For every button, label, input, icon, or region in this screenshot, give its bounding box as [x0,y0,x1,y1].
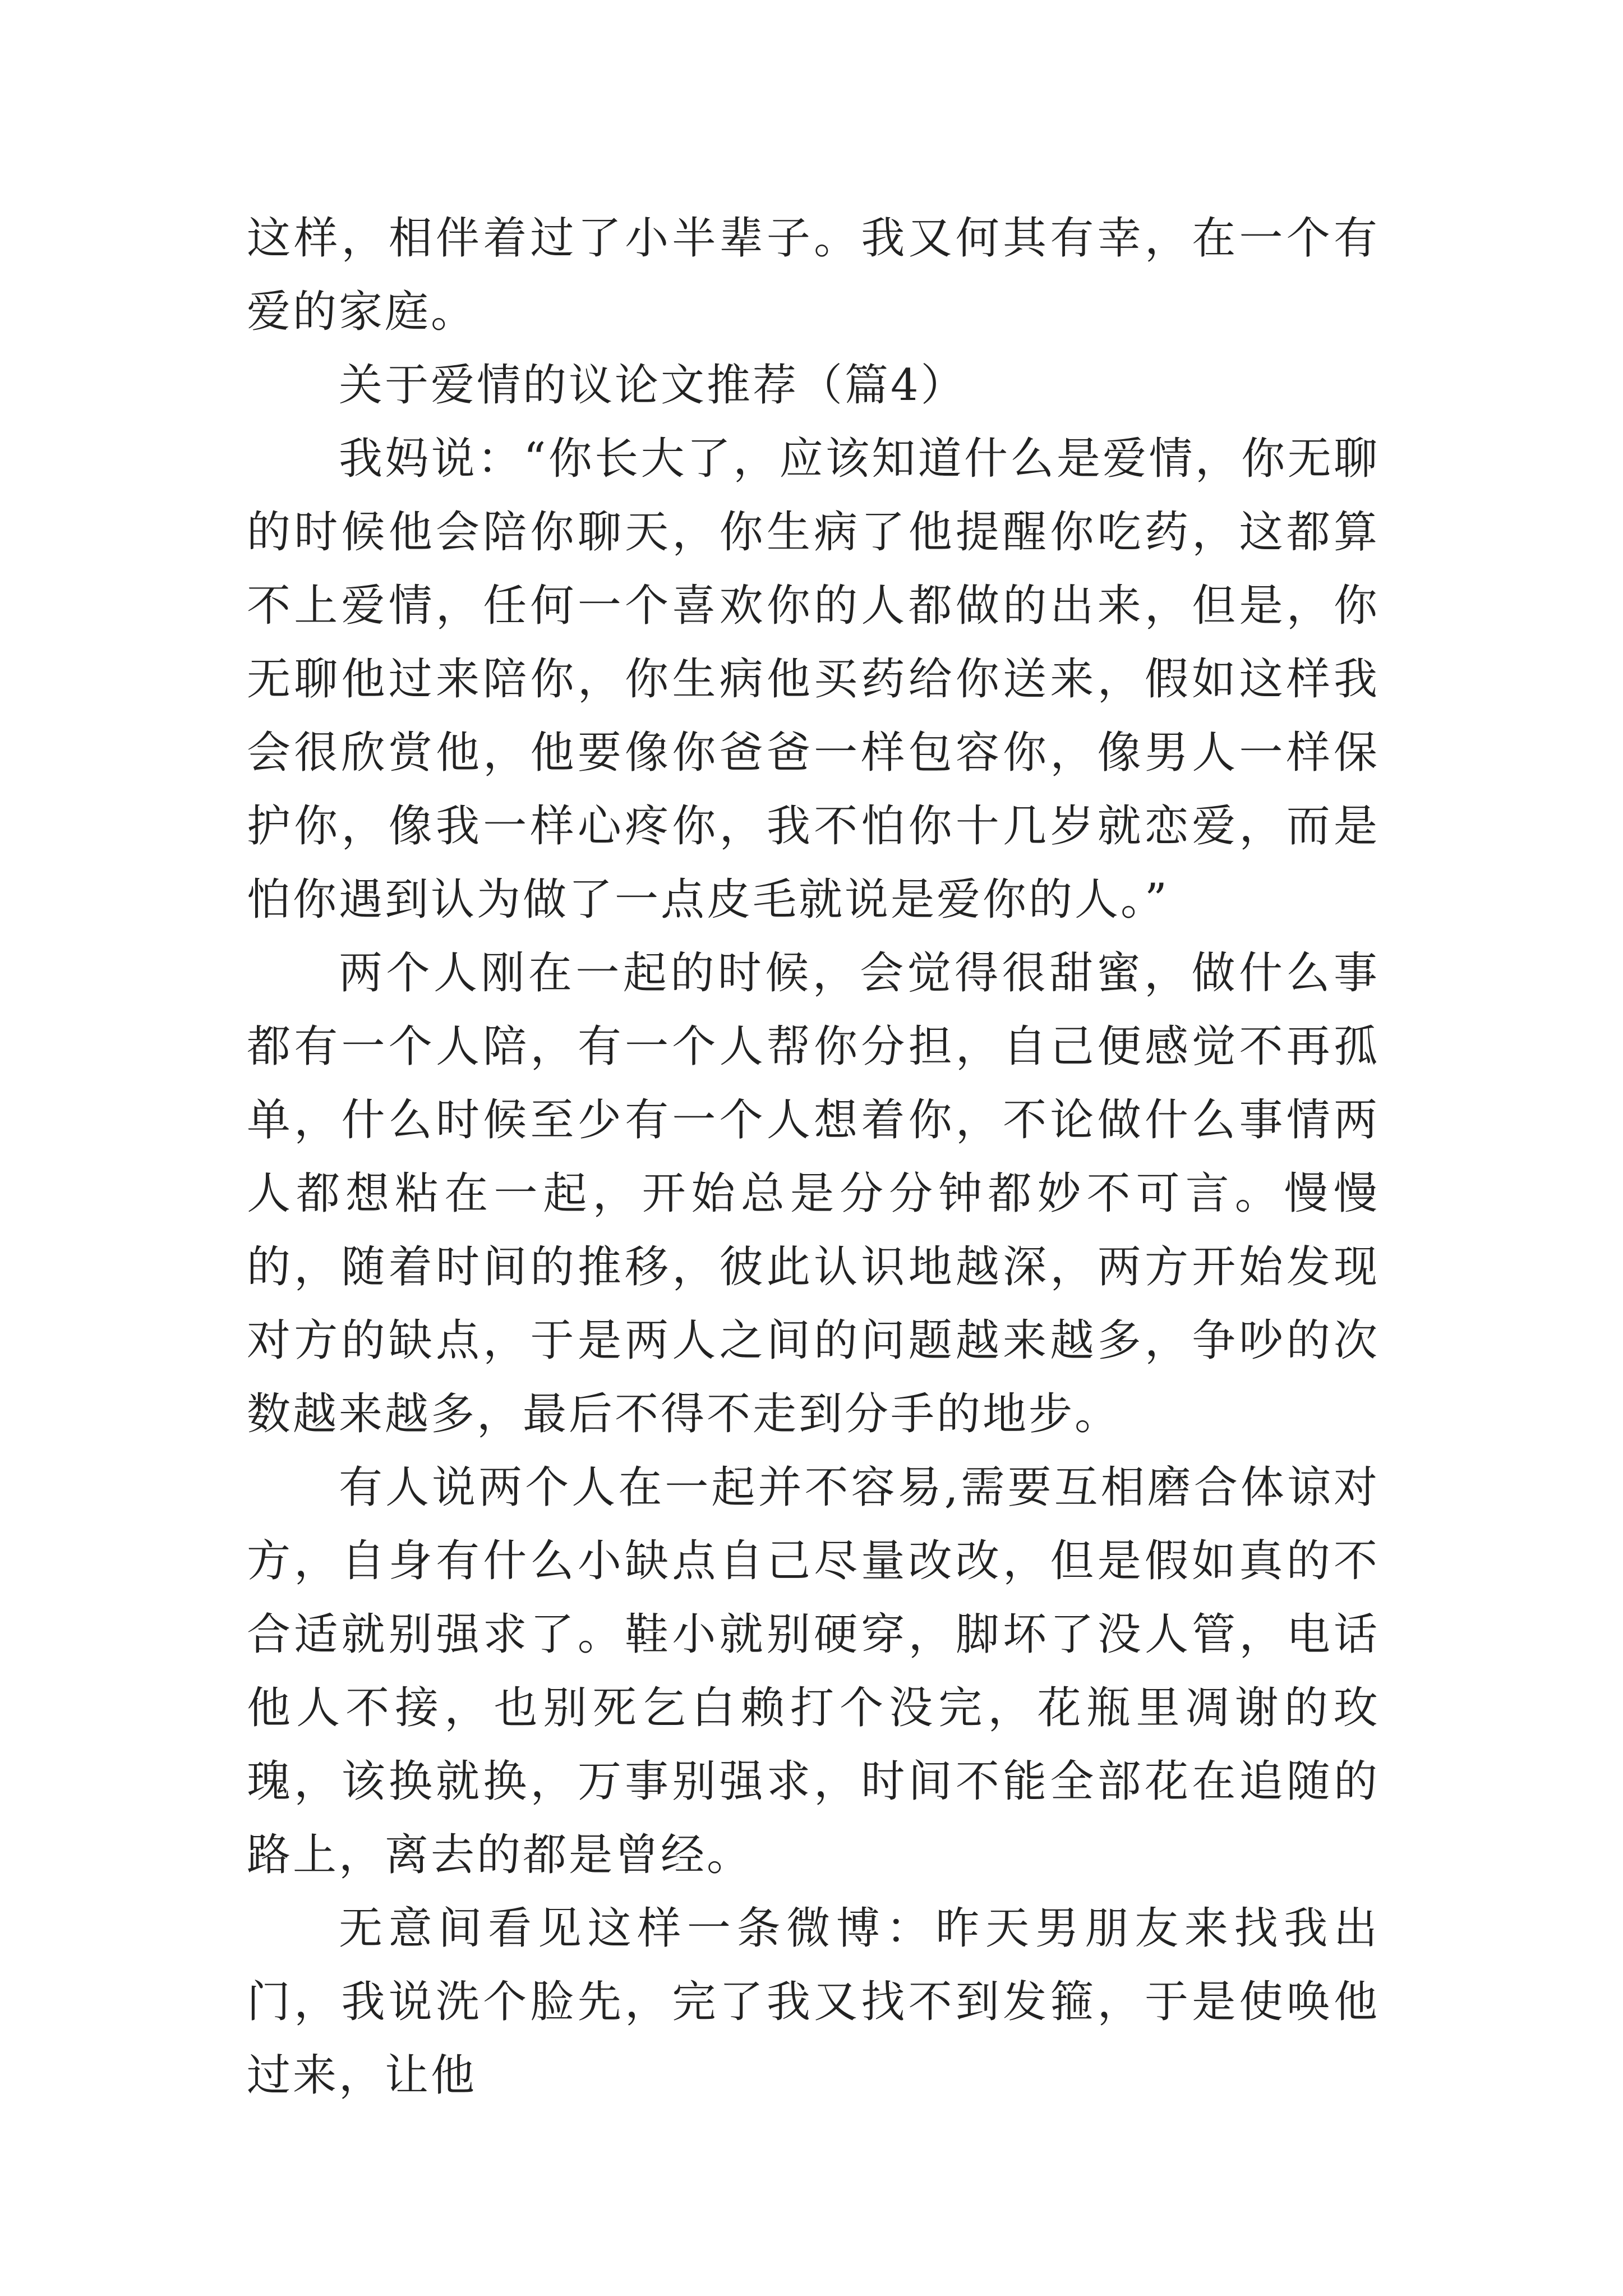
paragraph: 两个人刚在一起的时候，会觉得很甜蜜，做什么事都有一个人陪，有一个人帮你分担，自己便感觉不再孤单，什么时候至少有一个人想着你，不论做什么事情两人都想粘在一起，开始总是分分钟都妙不可言。慢慢的，随着时间的推移，彼此认识地越深，两方开始发现对方的缺点，于是两人之间的问题越来越多，争吵的次数越来越多，最后不得不走到分手的地步。 [247,948,1380,1439]
document-body [247,202,1380,2113]
paragraph: 我妈说：“你长大了，应该知道什么是爱情，你无聊的时候他会陪你聊天，你生病了他提醒你吃药，这都算不上爱情，任何一个喜欢你的人都做的出来，但是，你无聊他过来陪你，你生病他买药给你送来，假如这样我会很欣赏他，他要像你爸爸一样包容你，像男人一样保护你，像我一样心疼你，我不怕你十几岁就恋爱，而是怕你遇到认为做了一点皮毛就说是爱你的人。” [247,434,1380,925]
paragraph-continuation: 这样，相伴着过了小半辈子。我又何其有幸，在一个有爱的家庭。 [247,213,1380,337]
paragraph: 有人说两个人在一起并不容易,需要互相磨合体谅对方，自身有什么小缺点自己尽量改改，但是假如真的不合适就别强求了。鞋小就别硬穿，脚坏了没人管，电话他人不接，也别死乞白赖打个没完，花瓶里凋谢的玫瑰，该换就换，万事别强求，时间不能全部花在追随的路上，离去的都是曾经。 [247,1462,1380,1880]
paragraph: 无意间看见这样一条微博：昨天男朋友来找我出门，我说洗个脸先，完了我又找不到发箍，于是使唤他过来，让他 [247,1903,1380,2101]
section-heading: 关于爱情的议论文推荐（篇4） [339,360,967,411]
